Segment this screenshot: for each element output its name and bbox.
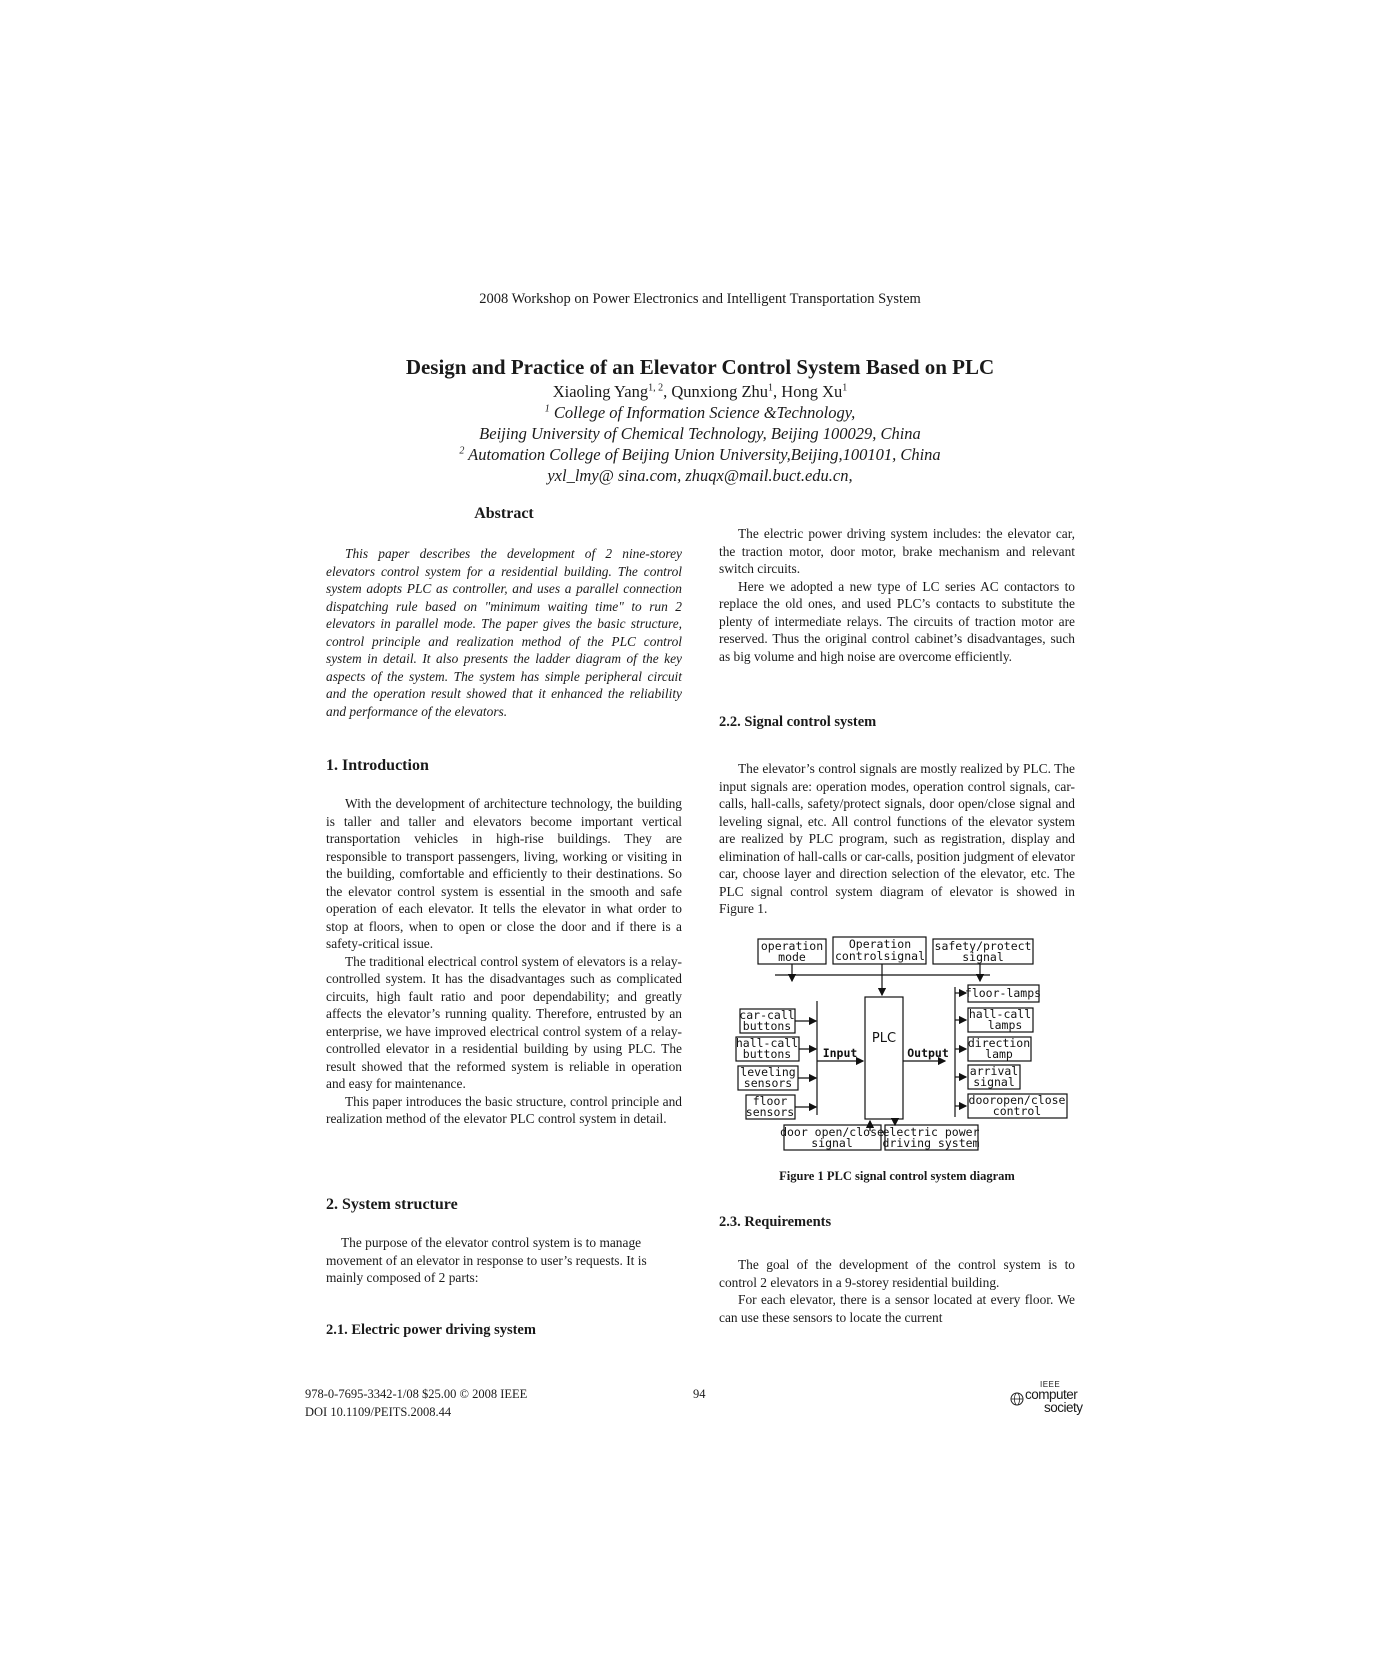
node-safety-protect-2: signal <box>962 950 1004 964</box>
globe-icon <box>1010 1392 1024 1406</box>
node-operation-control-2: controlsignal <box>834 949 926 963</box>
affiliation-1-line-2: Beijing University of Chemical Technology, Beijing 100029, China <box>479 424 921 443</box>
intro-paragraph-2: The traditional electrical control system of elevators is a relay-controlled system. It has the disadvantages such as complicated circuits, high fault ratio and poor dependability; and greatly affects the elevator’s running quality. Therefore, entrusted by an enterprise, we have improved electrical control system of a relay-controlled elevator in a residential building by using PLC. The result showed that the reformed system is reliable in operation and easy for maintenance. <box>326 953 682 1091</box>
sec21-paragraph-1: The electric power driving system includes: the elevator car, the traction motor, door motor, brake mechanism and relevant switch circuits. <box>719 526 1075 576</box>
plc-diagram <box>730 935 1080 1167</box>
node-door-control-2: control <box>992 1104 1042 1118</box>
node-operation-mode-2: mode <box>778 950 806 964</box>
sec21-paragraph-2: Here we adopted a new type of LC series AC contactors to replace the old ones, and used PLC’s contacts to substitute the plenty of intermediate relays. The circuits of traction motor are reserved. Thus the original control cabinet’s disadvantages, such as big volume and high noise are overcome efficiently. <box>719 578 1075 664</box>
abstract-text: This paper describes the development of 2 nine-storey elevators control system for a residential building. The control system adopts PLC as controller, and uses a parallel connection dispatching rule based on "minimum waiting time" to run 2 elevators in parallel mode. The paper gives the basic structure, control principle and realization method of the PLC control system in detail. It also presents the ladder diagram of the key aspects of the system. The system has simple peripheral circuit and the operation result showed that it enhanced the reliability and performance of the elevators. <box>326 546 682 719</box>
node-arrival-signal-2: signal <box>973 1075 1015 1089</box>
introduction-body <box>326 795 682 1128</box>
intro-paragraph-3: This paper introduces the basic structure, control principle and realization method of the elevator PLC control system in detail. <box>326 1093 682 1126</box>
node-hall-call-buttons: hall-call <box>735 1036 799 1050</box>
page-number: 94 <box>693 1387 706 1401</box>
node-arrival-signal: arrival <box>969 1064 1019 1078</box>
sec22-paragraph-1: The elevator’s control signals are mostly realized by PLC. The input signals are: operation modes, operation control signals, car-calls, hall-calls, safety/protect signals, door open/close signal and leveling signal, etc. All control functions of the elevator system are realized by PLC program, such as registration, display and elimination of hall-calls or car-calls, position judgment of elevator car, choose layer and direction selection of the elevator, etc. The PLC signal control system diagram of elevator is showed in Figure 1. <box>719 761 1075 916</box>
node-car-call-2: buttons <box>742 1019 792 1033</box>
author-1: Xiaoling Yang <box>552 382 649 401</box>
node-hall-call-buttons-2: buttons <box>742 1047 792 1061</box>
sec23-paragraph-2: For each elevator, there is a sensor located at every floor. We can use these sensors to locate the current <box>719 1292 1075 1325</box>
section-2-3-heading: 2.3. Requirements <box>719 1214 832 1230</box>
node-leveling: leveling <box>740 1065 796 1079</box>
logo-ieee-text: IEEE <box>1040 1380 1061 1389</box>
sec23-paragraph-1: The goal of the development of the control system is to control 2 elevators in a 9-storey residential building. <box>719 1257 1075 1290</box>
ieee-computer-society-logo <box>1010 1380 1092 1416</box>
author-2-sup: 1 <box>768 382 774 394</box>
conference-header: 2008 Workshop on Power Electronics and Intelligent Transportation System <box>479 291 921 307</box>
intro-paragraph-1: With the development of architecture technology, the building is taller and taller and elevators become important vertical transportation vehicles in high-rise buildings. They are responsible to transport passengers, living, working or visiting in the building, comfortable and efficiently to their destinations. So the elevator control system is essential in the smooth and safe operation of each elevator. It tells the elevator in what order to stop at floors, when to open or close the door and if there is a safety-critical issue. <box>326 796 682 951</box>
node-hall-call-lamps: hall-call <box>968 1007 1032 1021</box>
node-door-control: dooropen/close <box>968 1093 1066 1107</box>
section-2-1-body <box>719 525 1075 665</box>
section-1-heading: 1. Introduction <box>326 757 429 774</box>
author-separator: , <box>773 382 782 401</box>
node-safety-protect: safety/protect <box>934 939 1032 953</box>
section-2-2-heading: 2.2. Signal control system <box>719 714 877 730</box>
section-2-3-body <box>719 1256 1075 1326</box>
author-emails: yxl_lmy@ sina.com, zhuqx@mail.buct.edu.cn, <box>547 466 853 485</box>
section-2-heading: 2. System structure <box>326 1196 458 1213</box>
section-2-2-body <box>719 760 1075 918</box>
logo-computer-text: computer <box>1025 1387 1078 1402</box>
logo-society-text: society <box>1044 1400 1083 1415</box>
footer-isbn: 978-0-7695-3342-1/08 $25.00 © 2008 IEEE <box>305 1387 528 1401</box>
node-floor-sensors-2: sensors <box>745 1105 795 1119</box>
node-operation-control: Operation <box>848 937 912 951</box>
author-1-sup: 1, 2 <box>648 382 664 394</box>
affiliation-1-sup: 1 <box>544 403 550 415</box>
affiliation-2 <box>0 445 1400 465</box>
node-door-signal-2: signal <box>811 1136 853 1150</box>
affiliation-2-sup: 2 <box>459 445 465 457</box>
author-separator: , <box>663 382 672 401</box>
footer-doi: DOI 10.1109/PEITS.2008.44 <box>305 1405 452 1419</box>
node-hall-call-lamps-2: lamps <box>987 1018 1023 1032</box>
figure-1-caption: Figure 1 PLC signal control system diagram <box>779 1169 1015 1183</box>
node-door-signal: door open/close <box>780 1125 884 1139</box>
node-floor-lamps: floor-lamps <box>964 986 1042 1000</box>
system-paragraph-1: The purpose of the elevator control system is to manage movement of an elevator in response to user’s requests. It is mainly composed of 2 parts: <box>326 1235 647 1285</box>
author-2: Qunxiong Zhu <box>671 382 769 401</box>
label-output: Output <box>907 1046 949 1060</box>
node-power-driving: electric power <box>882 1125 980 1139</box>
affiliation-2-text: Automation College of Beijing Union University,Beijing,100101, China <box>468 445 941 464</box>
node-leveling-2: sensors <box>743 1076 793 1090</box>
abstract-heading: Abstract <box>474 505 534 522</box>
node-power-driving-2: driving system <box>882 1136 980 1150</box>
node-car-call: car-call <box>739 1008 795 1022</box>
affiliation-1 <box>0 403 1400 423</box>
paper-title: Design and Practice of an Elevator Control System Based on PLC <box>405 355 995 379</box>
affiliation-1-text: College of Information Science &Technology, <box>553 403 856 422</box>
section-2-1-heading: 2.1. Electric power driving system <box>326 1322 536 1338</box>
author-3: Hong Xu <box>781 382 843 401</box>
node-floor-sensors: floor <box>752 1094 788 1108</box>
authors <box>0 382 1400 402</box>
author-3-sup: 1 <box>842 382 848 394</box>
node-plc: PLC <box>871 1031 897 1046</box>
node-operation-mode: operation <box>760 939 824 953</box>
node-direction-lamp: direction <box>967 1036 1031 1050</box>
node-direction-lamp-2: lamp <box>985 1047 1013 1061</box>
abstract-body <box>326 545 682 720</box>
label-input: Input <box>822 1046 858 1060</box>
system-structure-body <box>326 1234 682 1287</box>
